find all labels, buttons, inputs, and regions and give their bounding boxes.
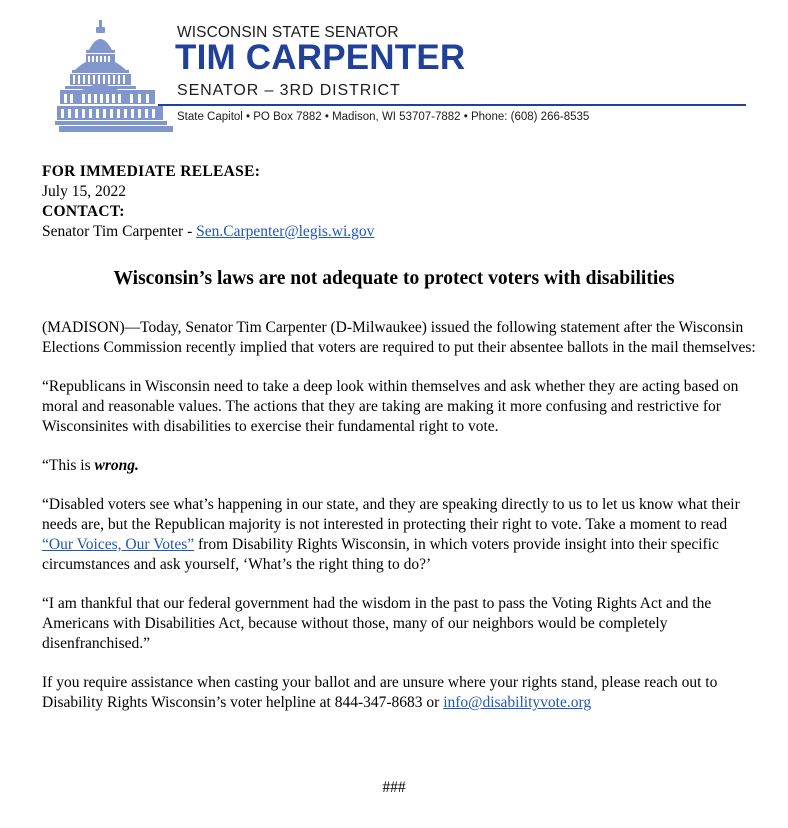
paragraph-helpline (42, 673, 758, 713)
paragraph-quote-1: “Republicans in Wisconsin need to take a deep look within themselves and ask whether they are acting based on moral and reasonable values. The actions that they are taking are making it more confusing and restrictive for Wisconsinites with disabilities to exercise their fundamental right to vote. (42, 378, 739, 435)
letterhead (0, 0, 788, 140)
letterhead-divider (158, 104, 746, 106)
contact-name: Senator Tim Carpenter - (42, 223, 197, 240)
quote-3-text-after: from Disability Rights Wisconsin, in which voters provide insight into their specific circumstances and ask yourself, ‘What’s the right thing to do?’ (42, 536, 719, 573)
helpline-email-link[interactable]: info@disabilityvote.org (443, 694, 592, 711)
office-address: State Capitol • PO Box 7882 • Madison, WI 53707-7882 • Phone: (608) 266-8535 (177, 111, 590, 123)
quote-3-text-before: “Disabled voters see what’s happening in our state, and they are speaking directly to us to let us know what their needs are, but the Republican majority is not interested in protecting their right to vote. Take a moment to read (42, 496, 740, 533)
helpline-text: If you require assistance when casting your ballot and are unsure where your rights stand, please reach out to Disability Rights Wisconsin’s voter helpline at 844-347-8683 or (42, 674, 718, 711)
contact-email-link[interactable]: Sen.Carpenter@legis.wi.gov (196, 223, 375, 240)
senator-name: TIM CARPENTER (175, 38, 466, 77)
paragraph-quote-3 (42, 495, 758, 575)
release-date: July 15, 2022 (42, 183, 126, 200)
release-info (42, 162, 374, 242)
release-label: FOR IMMEDIATE RELEASE: (42, 163, 261, 180)
quote-2-text: “This is (42, 457, 95, 474)
paragraph-quote-2 (42, 456, 758, 476)
district-label: SENATOR – 3RD DISTRICT (177, 82, 401, 99)
paragraph-intro: (MADISON)—Today, Senator Tim Carpenter (D-Milwaukee) issued the following statement after the Wisconsin Elections Commission recently implied that voters are required to put their absentee ballots in the mail themselves: (42, 319, 756, 356)
our-voices-link[interactable]: “Our Voices, Our Votes” (42, 536, 195, 553)
headline: Wisconsin’s laws are not adequate to protect voters with disabilities (113, 268, 675, 289)
emphasis-wrong: wrong. (94, 457, 139, 474)
contact-label: CONTACT: (42, 203, 125, 220)
capitol-dome-icon (55, 18, 173, 136)
end-mark: ### (382, 779, 406, 796)
paragraph-quote-4: “I am thankful that our federal government had the wisdom in the past to pass the Voting Rights Act and the Americans with Disabilities Act, because without those, many of our neighbors would be completely disenfranchised.” (42, 595, 712, 652)
contact-line (42, 222, 374, 242)
release-body (42, 318, 758, 732)
letterhead-title: WISCONSIN STATE SENATOR (177, 24, 399, 41)
